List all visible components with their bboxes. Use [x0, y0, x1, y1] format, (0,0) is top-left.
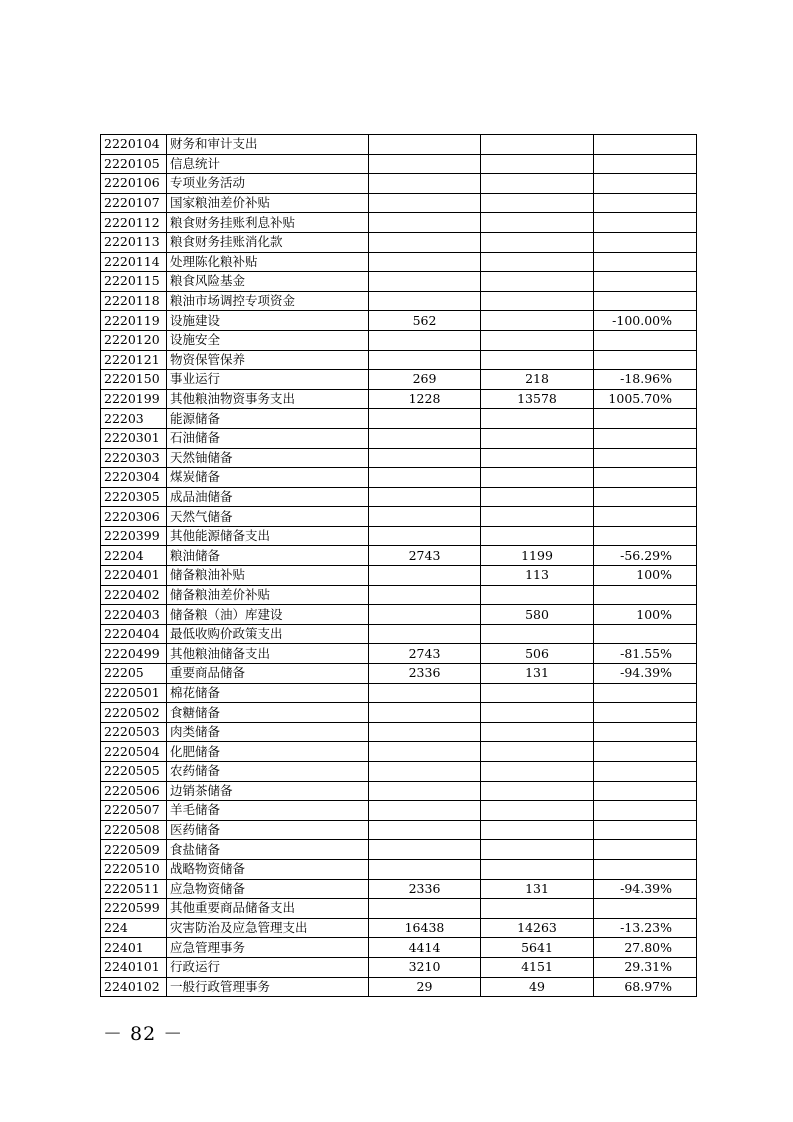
table-row	[101, 291, 697, 311]
cell-value-prior	[369, 428, 481, 448]
table-row	[101, 409, 697, 429]
cell-subject-code: 2220104	[101, 135, 167, 155]
cell-change-percent	[594, 135, 697, 155]
cell-subject-code: 2220506	[101, 781, 167, 801]
cell-change-percent	[594, 350, 697, 370]
cell-subject-name: 粮油储备	[167, 546, 369, 566]
cell-subject-code: 2220403	[101, 605, 167, 625]
cell-change-percent	[594, 683, 697, 703]
cell-subject-code: 2220199	[101, 389, 167, 409]
cell-subject-code: 2220301	[101, 428, 167, 448]
table-row	[101, 957, 697, 977]
table-row	[101, 232, 697, 252]
cell-subject-name: 天然铀储备	[167, 448, 369, 468]
cell-subject-code: 2220306	[101, 507, 167, 527]
cell-value-current: 5641	[481, 938, 594, 958]
cell-subject-code: 2220121	[101, 350, 167, 370]
cell-value-prior: 3210	[369, 957, 481, 977]
table-row	[101, 546, 697, 566]
cell-subject-name: 棉花储备	[167, 683, 369, 703]
cell-subject-name: 一般行政管理事务	[167, 977, 369, 997]
cell-value-current	[481, 193, 594, 213]
cell-change-percent	[594, 232, 697, 252]
table-row	[101, 918, 697, 938]
cell-value-current	[481, 409, 594, 429]
table-row	[101, 742, 697, 762]
cell-value-current	[481, 232, 594, 252]
table-row	[101, 330, 697, 350]
cell-value-prior	[369, 722, 481, 742]
cell-value-prior	[369, 801, 481, 821]
cell-value-prior	[369, 820, 481, 840]
table-row	[101, 624, 697, 644]
cell-subject-name: 最低收购价政策支出	[167, 624, 369, 644]
cell-change-percent: -18.96%	[594, 370, 697, 390]
cell-change-percent	[594, 859, 697, 879]
cell-value-current	[481, 859, 594, 879]
cell-value-current: 506	[481, 644, 594, 664]
cell-value-prior: 4414	[369, 938, 481, 958]
cell-value-prior	[369, 526, 481, 546]
table-row	[101, 664, 697, 684]
cell-subject-name: 重要商品储备	[167, 664, 369, 684]
cell-value-prior	[369, 213, 481, 233]
cell-subject-name: 羊毛储备	[167, 801, 369, 821]
cell-change-percent	[594, 624, 697, 644]
cell-subject-name: 行政运行	[167, 957, 369, 977]
table-row	[101, 977, 697, 997]
cell-change-percent	[594, 742, 697, 762]
cell-value-prior: 2336	[369, 879, 481, 899]
cell-value-prior	[369, 154, 481, 174]
cell-subject-name: 处理陈化粮补贴	[167, 252, 369, 272]
cell-value-current	[481, 507, 594, 527]
cell-value-current: 4151	[481, 957, 594, 977]
cell-subject-code: 2220150	[101, 370, 167, 390]
cell-value-prior	[369, 135, 481, 155]
table-row	[101, 448, 697, 468]
cell-change-percent: 100%	[594, 605, 697, 625]
cell-value-prior	[369, 840, 481, 860]
table-row	[101, 350, 697, 370]
cell-subject-name: 战略物资储备	[167, 859, 369, 879]
cell-change-percent	[594, 409, 697, 429]
cell-subject-code: 224	[101, 918, 167, 938]
cell-value-current	[481, 428, 594, 448]
table-row	[101, 154, 697, 174]
cell-value-prior	[369, 487, 481, 507]
cell-value-prior	[369, 291, 481, 311]
cell-value-current	[481, 683, 594, 703]
cell-value-current: 113	[481, 566, 594, 586]
cell-value-prior	[369, 252, 481, 272]
cell-subject-name: 设施安全	[167, 330, 369, 350]
cell-change-percent: -81.55%	[594, 644, 697, 664]
cell-subject-name: 物资保管保养	[167, 350, 369, 370]
cell-subject-name: 储备粮油补贴	[167, 566, 369, 586]
cell-value-current: 218	[481, 370, 594, 390]
cell-change-percent: 100%	[594, 566, 697, 586]
cell-value-current	[481, 624, 594, 644]
cell-subject-name: 天然气储备	[167, 507, 369, 527]
cell-subject-code: 2220105	[101, 154, 167, 174]
cell-subject-name: 设施建设	[167, 311, 369, 331]
cell-subject-name: 灾害防治及应急管理支出	[167, 918, 369, 938]
table-row	[101, 899, 697, 919]
cell-value-prior: 562	[369, 311, 481, 331]
cell-subject-code: 2220511	[101, 879, 167, 899]
cell-value-current	[481, 722, 594, 742]
cell-subject-name: 财务和审计支出	[167, 135, 369, 155]
cell-value-prior	[369, 742, 481, 762]
table-row	[101, 722, 697, 742]
cell-change-percent	[594, 330, 697, 350]
cell-value-prior	[369, 585, 481, 605]
cell-subject-name: 应急管理事务	[167, 938, 369, 958]
cell-value-current	[481, 350, 594, 370]
cell-value-current	[481, 899, 594, 919]
cell-subject-code: 2220507	[101, 801, 167, 821]
cell-value-current	[481, 820, 594, 840]
cell-change-percent	[594, 762, 697, 782]
cell-subject-name: 边销茶储备	[167, 781, 369, 801]
page-number: － 82 －	[103, 1023, 184, 1045]
cell-subject-name: 信息统计	[167, 154, 369, 174]
cell-value-current	[481, 468, 594, 488]
table-row	[101, 703, 697, 723]
cell-value-current: 580	[481, 605, 594, 625]
table-row	[101, 879, 697, 899]
cell-change-percent: -100.00%	[594, 311, 697, 331]
table-row	[101, 683, 697, 703]
cell-value-prior	[369, 781, 481, 801]
cell-value-current: 131	[481, 664, 594, 684]
cell-change-percent	[594, 154, 697, 174]
table-row	[101, 507, 697, 527]
cell-subject-name: 其他能源储备支出	[167, 526, 369, 546]
table-row	[101, 840, 697, 860]
cell-value-prior	[369, 468, 481, 488]
cell-value-prior	[369, 409, 481, 429]
cell-change-percent: -94.39%	[594, 664, 697, 684]
cell-subject-name: 农药储备	[167, 762, 369, 782]
cell-value-prior	[369, 566, 481, 586]
cell-change-percent: -94.39%	[594, 879, 697, 899]
cell-subject-code: 2220114	[101, 252, 167, 272]
cell-change-percent	[594, 703, 697, 723]
cell-value-prior	[369, 174, 481, 194]
cell-value-prior	[369, 330, 481, 350]
cell-value-prior	[369, 507, 481, 527]
cell-subject-code: 2220401	[101, 566, 167, 586]
cell-change-percent: 27.80%	[594, 938, 697, 958]
cell-subject-code: 2220509	[101, 840, 167, 860]
cell-subject-code: 2220107	[101, 193, 167, 213]
cell-change-percent	[594, 272, 697, 292]
cell-value-current	[481, 252, 594, 272]
cell-subject-code: 2220503	[101, 722, 167, 742]
cell-change-percent	[594, 507, 697, 527]
cell-subject-code: 22401	[101, 938, 167, 958]
table-row	[101, 174, 697, 194]
cell-subject-name: 煤炭储备	[167, 468, 369, 488]
cell-subject-code: 2220112	[101, 213, 167, 233]
cell-subject-code: 22205	[101, 664, 167, 684]
cell-subject-name: 其他粮油物资事务支出	[167, 389, 369, 409]
table-row	[101, 801, 697, 821]
cell-value-prior	[369, 899, 481, 919]
table-row	[101, 193, 697, 213]
cell-subject-name: 粮食风险基金	[167, 272, 369, 292]
cell-subject-code: 2220119	[101, 311, 167, 331]
cell-value-current	[481, 585, 594, 605]
cell-subject-code: 2220499	[101, 644, 167, 664]
table-row	[101, 781, 697, 801]
cell-change-percent: 29.31%	[594, 957, 697, 977]
table-row	[101, 762, 697, 782]
cell-value-prior	[369, 272, 481, 292]
table-row	[101, 468, 697, 488]
cell-value-current	[481, 487, 594, 507]
budget-table	[100, 134, 697, 997]
cell-subject-code: 2220599	[101, 899, 167, 919]
cell-change-percent	[594, 252, 697, 272]
cell-subject-name: 应急物资储备	[167, 879, 369, 899]
table-row	[101, 311, 697, 331]
cell-value-current	[481, 762, 594, 782]
table-row	[101, 585, 697, 605]
table-row	[101, 272, 697, 292]
cell-subject-code: 22203	[101, 409, 167, 429]
cell-value-prior	[369, 350, 481, 370]
cell-subject-name: 医药储备	[167, 820, 369, 840]
table-row	[101, 859, 697, 879]
cell-value-prior	[369, 859, 481, 879]
cell-subject-name: 专项业务活动	[167, 174, 369, 194]
cell-change-percent	[594, 468, 697, 488]
cell-subject-name: 食糖储备	[167, 703, 369, 723]
cell-subject-code: 2220404	[101, 624, 167, 644]
table-row	[101, 566, 697, 586]
cell-subject-name: 其他粮油储备支出	[167, 644, 369, 664]
cell-value-prior: 269	[369, 370, 481, 390]
cell-subject-name: 国家粮油差价补贴	[167, 193, 369, 213]
cell-subject-name: 肉类储备	[167, 722, 369, 742]
cell-subject-code: 2220508	[101, 820, 167, 840]
table-row	[101, 389, 697, 409]
cell-change-percent	[594, 801, 697, 821]
cell-value-prior	[369, 624, 481, 644]
cell-value-current: 13578	[481, 389, 594, 409]
cell-change-percent	[594, 585, 697, 605]
cell-value-prior	[369, 232, 481, 252]
cell-value-current	[481, 526, 594, 546]
cell-value-current: 1199	[481, 546, 594, 566]
table-row	[101, 428, 697, 448]
table-row	[101, 252, 697, 272]
cell-value-current	[481, 330, 594, 350]
cell-subject-code: 2220304	[101, 468, 167, 488]
cell-change-percent	[594, 428, 697, 448]
cell-value-current	[481, 703, 594, 723]
cell-subject-name: 事业运行	[167, 370, 369, 390]
cell-subject-name: 粮食财务挂账消化款	[167, 232, 369, 252]
table-row	[101, 487, 697, 507]
cell-change-percent	[594, 291, 697, 311]
cell-subject-name: 能源储备	[167, 409, 369, 429]
cell-value-current	[481, 135, 594, 155]
cell-change-percent	[594, 193, 697, 213]
table-body	[101, 135, 697, 997]
cell-subject-code: 2220502	[101, 703, 167, 723]
cell-value-prior	[369, 683, 481, 703]
cell-change-percent	[594, 487, 697, 507]
cell-subject-code: 2220303	[101, 448, 167, 468]
cell-subject-name: 化肥储备	[167, 742, 369, 762]
cell-value-prior	[369, 448, 481, 468]
cell-subject-name: 储备粮（油）库建设	[167, 605, 369, 625]
cell-subject-code: 2220504	[101, 742, 167, 762]
cell-value-prior: 1228	[369, 389, 481, 409]
cell-value-current: 131	[481, 879, 594, 899]
cell-change-percent: -13.23%	[594, 918, 697, 938]
cell-subject-code: 2220106	[101, 174, 167, 194]
cell-subject-name: 成品油储备	[167, 487, 369, 507]
cell-value-prior: 29	[369, 977, 481, 997]
cell-change-percent	[594, 899, 697, 919]
cell-subject-code: 2220120	[101, 330, 167, 350]
cell-subject-code: 2220505	[101, 762, 167, 782]
cell-subject-name: 粮油市场调控专项资金	[167, 291, 369, 311]
cell-value-current	[481, 801, 594, 821]
cell-subject-code: 2220305	[101, 487, 167, 507]
cell-subject-name: 其他重要商品储备支出	[167, 899, 369, 919]
cell-change-percent: -56.29%	[594, 546, 697, 566]
cell-change-percent	[594, 526, 697, 546]
cell-change-percent	[594, 840, 697, 860]
cell-value-current	[481, 272, 594, 292]
cell-value-prior	[369, 703, 481, 723]
cell-change-percent	[594, 820, 697, 840]
cell-value-prior: 16438	[369, 918, 481, 938]
cell-value-current	[481, 742, 594, 762]
cell-subject-name: 石油储备	[167, 428, 369, 448]
cell-value-current	[481, 840, 594, 860]
table-row	[101, 526, 697, 546]
cell-subject-code: 2220501	[101, 683, 167, 703]
cell-value-prior: 2336	[369, 664, 481, 684]
cell-subject-code: 2220113	[101, 232, 167, 252]
cell-change-percent	[594, 448, 697, 468]
cell-subject-code: 2220402	[101, 585, 167, 605]
cell-subject-code: 22204	[101, 546, 167, 566]
table-row	[101, 605, 697, 625]
cell-value-current: 14263	[481, 918, 594, 938]
table-row	[101, 370, 697, 390]
cell-change-percent	[594, 213, 697, 233]
cell-change-percent: 1005.70%	[594, 389, 697, 409]
cell-change-percent	[594, 781, 697, 801]
cell-value-current	[481, 174, 594, 194]
cell-subject-code: 2220510	[101, 859, 167, 879]
table-row	[101, 938, 697, 958]
cell-value-current	[481, 291, 594, 311]
cell-value-current	[481, 154, 594, 174]
cell-subject-code: 2240101	[101, 957, 167, 977]
cell-subject-name: 食盐储备	[167, 840, 369, 860]
cell-change-percent	[594, 174, 697, 194]
cell-change-percent: 68.97%	[594, 977, 697, 997]
cell-value-prior	[369, 193, 481, 213]
cell-value-prior	[369, 605, 481, 625]
cell-subject-name: 粮食财务挂账利息补贴	[167, 213, 369, 233]
cell-change-percent	[594, 722, 697, 742]
cell-value-prior	[369, 762, 481, 782]
cell-value-current: 49	[481, 977, 594, 997]
cell-value-prior: 2743	[369, 644, 481, 664]
table-row	[101, 820, 697, 840]
table-row	[101, 644, 697, 664]
cell-subject-code: 2220399	[101, 526, 167, 546]
table-row	[101, 135, 697, 155]
cell-value-prior: 2743	[369, 546, 481, 566]
cell-subject-code: 2240102	[101, 977, 167, 997]
cell-value-current	[481, 781, 594, 801]
cell-value-current	[481, 311, 594, 331]
table-row	[101, 213, 697, 233]
cell-value-current	[481, 448, 594, 468]
cell-subject-name: 储备粮油差价补贴	[167, 585, 369, 605]
cell-value-current	[481, 213, 594, 233]
cell-subject-code: 2220118	[101, 291, 167, 311]
cell-subject-code: 2220115	[101, 272, 167, 292]
